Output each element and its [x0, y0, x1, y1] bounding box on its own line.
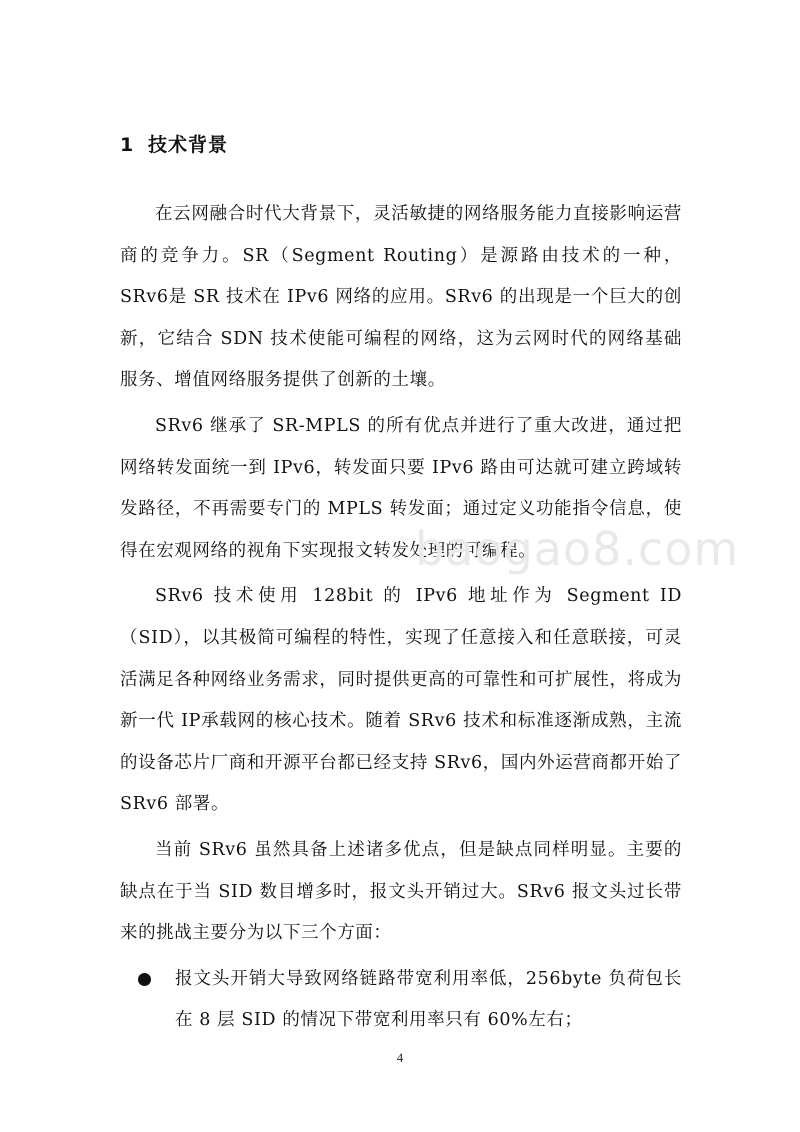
challenge-list: [120, 959, 682, 1042]
paragraph-srv6-sid: SRv6 技术使用 128bit 的 IPv6 地址作为 Segment ID（SID），以其极简可编程的特性，实现了任意接入和任意联接，可灵活满足各种网络业务需求，同时提供更高的可靠性和可扩展性，将成为新一代 IP承载网的核心技术。随着 SRv6 技术和标准逐渐成熟，主流的设备芯片厂商和开源平台都已经支持 SRv6，国内外运营商都开始了 SRv6 部署。: [120, 586, 682, 815]
watermark: baogao8.com: [415, 522, 740, 576]
paragraph-srv6-inheritance: SRv6 继承了 SR-MPLS 的所有优点并进行了重大改进，通过把网络转发面统一到 IPv6，转发面只要 IPv6 路由可达就可建立跨域转发路径，不再需要专门的 MPLS 转发面；通过定义功能指令信息，使得在宏观网络的视角下实现报文转发处理的可编程。: [120, 415, 682, 561]
page-number: 4: [396, 1050, 404, 1065]
section-heading: [120, 130, 228, 157]
section-number: 1: [120, 134, 135, 156]
list-item-text: 报文头开销大导致网络链路带宽利用率低，256byte 负荷包长在 8 层 SID 的情况下带宽利用率只有 60%左右；: [175, 968, 682, 1031]
body-text: [120, 194, 682, 1042]
section-title: 技术背景: [148, 134, 229, 156]
paragraph-srv6-drawbacks: 当前 SRv6 虽然具备上述诸多优点，但是缺点同样明显。主要的缺点在于当 SID 数目增多时，报文头开销过大。SRv6 报文头过长带来的挑战主要分为以下三个方面：: [120, 839, 682, 944]
bullet-dot-icon: [138, 973, 151, 986]
paragraph-cloud-network: 在云网融合时代大背景下，灵活敏捷的网络服务能力直接影响运营商的竞争力。SR（Segment Routing）是源路由技术的一种，SRv6是 SR 技术在 IPv6 网络的应用。SRv6 的出现是一个巨大的创新，它结合 SDN 技术使能可编程的网络，这为云网时代的网络基础服务、增值网络服务提供了创新的土壤。: [120, 204, 682, 391]
list-item: [120, 959, 682, 1042]
